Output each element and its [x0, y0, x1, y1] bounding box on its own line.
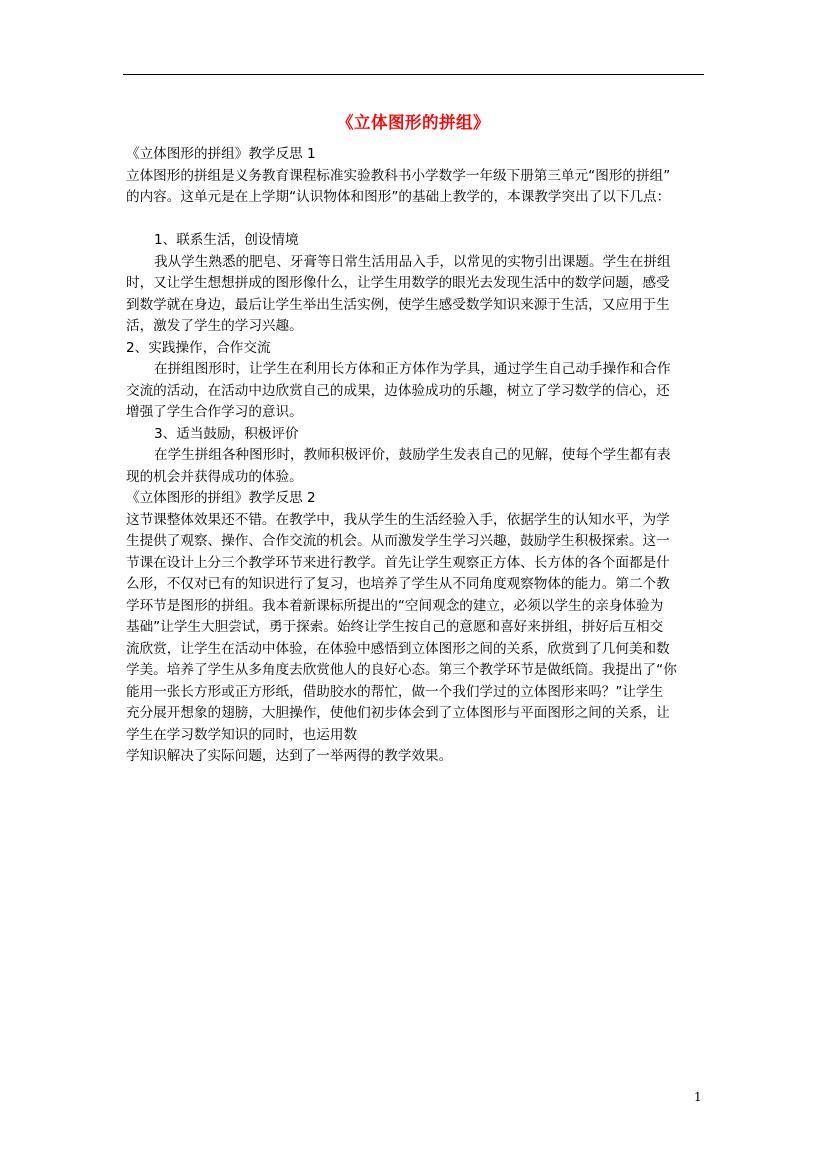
paragraph-line: 立体图形的拼组是义务教育课程标准实验教科书小学数学一年级下册第三单元“图形的拼组” [126, 167, 671, 184]
paragraph-line: 现的机会并获得成功的体验。 [126, 468, 303, 485]
paragraph-line: 时，又让学生想想拼成的图形像什么，让学生用数学的眼光去发现生活中的数学问题，感受 [126, 275, 670, 291]
section-heading-3: 3、适当鼓励，积极评价 [154, 425, 299, 442]
paragraph-line: 节课在设计上分三个教学环节来进行教学。首先让学生观察正方体、长方体的各个面都是什 [126, 554, 670, 571]
document-body [126, 144, 710, 768]
paragraph-line: 增强了学生合作学习的意识。 [126, 404, 303, 420]
document-title: 《立体图形的拼组》 [337, 113, 490, 132]
paragraph-line: 在拼组图形时，让学生在利用长方体和正方体作为学具，通过学生自己动手操作和合作 [154, 361, 671, 377]
paragraph-line: 我从学生熟悉的肥皂、牙膏等日常生活用品入手，以常见的实物引出课题。学生在拼组 [154, 253, 671, 270]
paragraph-line: 活，激发了学生的学习兴趣。 [126, 318, 303, 334]
section-heading-1: 1、联系生活，创设情境 [154, 232, 299, 248]
paragraph-line: 到数学就在身边，最后让学生举出生活实例，使学生感受数学知识来源于生活，又应用于生 [126, 296, 670, 313]
paragraph-line: 基础”让学生大胆尝试，勇于探索。始终让学生按自己的意愿和喜好来拼组，拼好后互相交 [126, 619, 664, 635]
reflection-2-heading: 《立体图形的拼组》教学反思 2 [126, 490, 316, 506]
section-heading-2: 2、实践操作，合作交流 [126, 339, 271, 356]
paragraph-line: 么形，不仅对已有的知识进行了复习，也培养了学生从不同角度观察物体的能力。第二个教 [126, 576, 670, 592]
paragraph-line: 这节课整体效果还不错。在教学中，我从学生的生活经验入手，依据学生的认知水平，为学 [126, 511, 670, 528]
page-number: 1 [694, 1090, 702, 1104]
paragraph-line: 流欣赏，让学生在活动中体验，在体验中感悟到立体图形之间的关系，欣赏到了几何美和数 [126, 640, 670, 657]
paragraph-line: 充分展开想象的翅膀，大胆操作，使他们初步体会到了立体图形与平面图形之间的关系，让 [126, 705, 670, 721]
paragraph-line: 学环节是图形的拼组。我本着新课标所提出的“空间观念的建立，必须以学生的亲身体验为 [126, 597, 664, 614]
paragraph-line: 学美。培养了学生从多角度去欣赏他人的良好心态。第三个教学环节是做纸筒。我提出了“你 [126, 662, 677, 678]
paragraph-line: 生提供了观察、操作、合作交流的机会。从而激发学生学习兴趣，鼓励学生积极探索。这一 [126, 533, 670, 549]
paragraph-line: 的内容。这单元是在上学期“认识物体和图形”的基础上教学的，本课教学突出了以下几点： [126, 189, 671, 205]
paragraph-line: 学知识解决了实际问题，达到了一举两得的教学效果。 [126, 748, 453, 764]
paragraph-line: 能用一张长方形或正方形纸，借助胶水的帮忙，做一个我们学过的立体图形来吗？”让学生 [126, 683, 664, 700]
header-rule [123, 74, 704, 75]
paragraph-line: 学生在学习数学知识的同时，也运用数 [126, 726, 358, 743]
paragraph-line: 在学生拼组各种图形时，教师积极评价，鼓励学生发表自己的见解，使每个学生都有表 [154, 447, 671, 463]
paragraph-line: 交流的活动，在活动中边欣赏自己的成果，边体验成功的乐趣，树立了学习数学的信心，还 [126, 382, 670, 399]
reflection-1-heading: 《立体图形的拼组》教学反思 1 [126, 146, 316, 162]
blank-line [126, 209, 710, 231]
